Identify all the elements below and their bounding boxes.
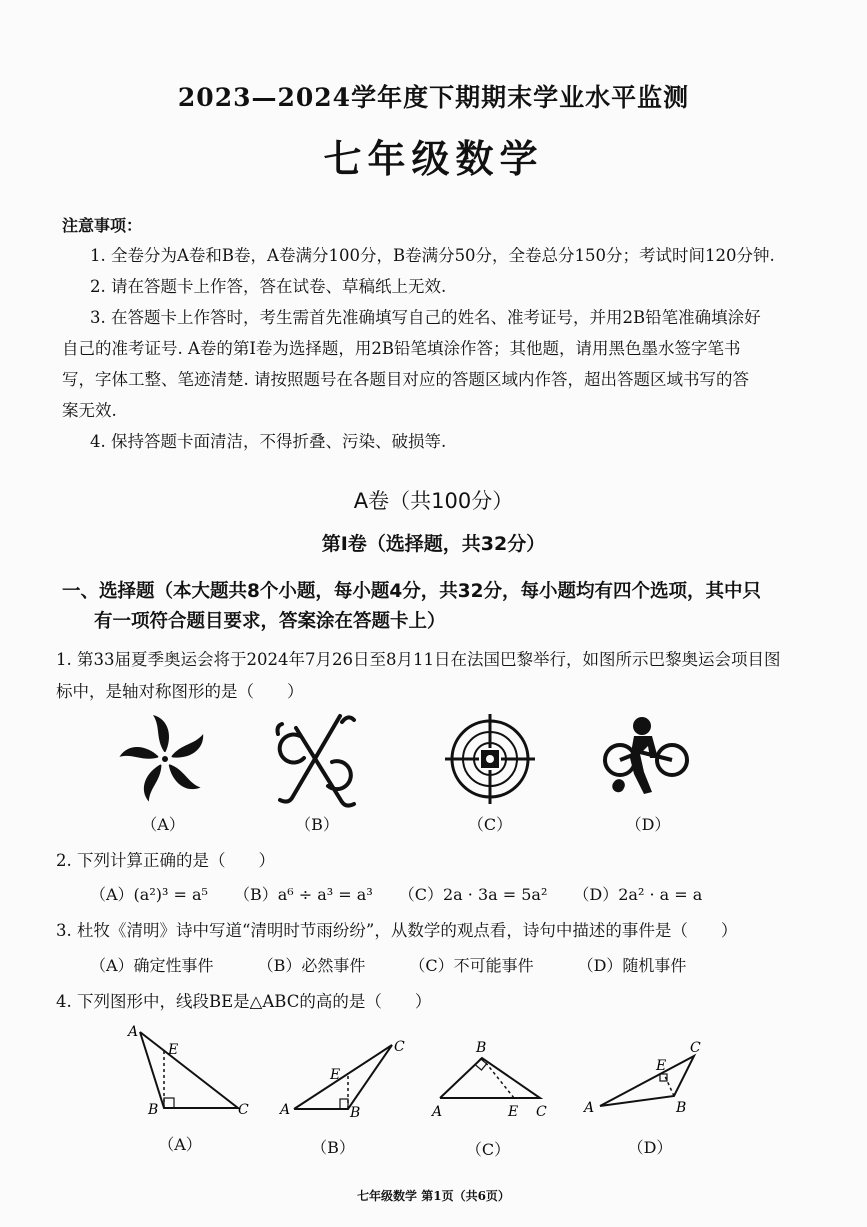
fig-d-label-b: B [676, 1100, 687, 1116]
note-3-cont-2: 写，字体工整、笔迹清楚. 请按照题号在各题目对应的答题区域内作答，超出答题区域书写的答 [62, 370, 749, 389]
note-4 [62, 426, 782, 457]
q4-label-c: （C） [465, 1140, 511, 1159]
target-icon [443, 712, 538, 807]
choice-intro-line2: 有一项符合题目要求，答案涂在答题卡上） [94, 611, 446, 632]
q3-stem: 3. 杜牧《清明》诗中写道“清明时节雨纷纷”，从数学的观点看，诗句中描述的事件是（ ） [56, 921, 738, 940]
q2-option-a: （A）(a²)³ = a⁵ [90, 885, 208, 904]
q1-label-b: （B） [295, 815, 339, 834]
note-2-text: 2. 请在答题卡上作答，答在试卷、草稿纸上无效. [90, 277, 447, 296]
q4-figure-b [278, 1035, 418, 1125]
section-a-title: A卷（共100分） [353, 489, 514, 513]
fig-a-label-b: B [148, 1102, 159, 1118]
q3-option-d: （D）随机事件 [577, 956, 687, 975]
q4-figure-a [120, 1022, 270, 1122]
fig-d-label-e: E [656, 1058, 667, 1074]
note-3-text: 3. 在答题卡上作答时，考生需首先准确填写自己的姓名、准考证号，并用2B铅笔准确填涂好 [90, 308, 761, 327]
q1-line1: 1. 第33届夏季奥运会将于2024年7月26日至8月11日在法国巴黎举行，如图所示巴黎奥运会项目图 [56, 650, 781, 669]
q3-option-a: （A）确定性事件 [90, 956, 214, 975]
q4-label-b: （B） [311, 1138, 355, 1157]
cycling-icon [600, 712, 695, 807]
fig-b-label-a: A [280, 1102, 291, 1118]
q3-option-c: （C）不可能事件 [409, 956, 534, 975]
q4-label-a: （A） [158, 1135, 202, 1154]
fig-b-label-e: E [330, 1067, 341, 1083]
fig-c-label-e: E [508, 1104, 519, 1120]
fig-a-label-e: E [168, 1042, 179, 1058]
pinwheel-icon [118, 712, 213, 807]
q2-option-c: （C）2a · 3a = 5a² [398, 885, 548, 904]
q3-options [90, 953, 820, 976]
q2-options [90, 882, 820, 905]
exam-title: 2023—2024学年度下期期末学业水平监测 [177, 83, 690, 112]
page-footer: 七年级数学 第1页（共6页） [357, 1189, 510, 1203]
q2-stem: 2. 下列计算正确的是（ ） [56, 851, 275, 870]
fig-a-label-c: C [238, 1102, 249, 1118]
note-1-text: 1. 全卷分为A卷和B卷，A卷满分100分，B卷满分50分，全卷总分150分；考试时间120分钟. [90, 246, 775, 265]
choice-intro-line1: 一、选择题（本大题共8个小题，每小题4分，共32分，每小题均有四个选项，其中只 [62, 581, 761, 602]
fig-b-label-b: B [350, 1105, 361, 1121]
q2-option-d: （D）2a² · a = a [573, 885, 703, 904]
choice-intro [62, 577, 792, 637]
note-3-cont-1: 自己的准考证号. A卷的第Ⅰ卷为选择题，用2B铅笔填涂作答；其他题，请用黑色墨水签字笔书 [62, 339, 741, 358]
fig-c-label-c: C [536, 1104, 547, 1120]
q4-stem: 4. 下列图形中，线段BE是△ABC的高的是（ ） [56, 992, 432, 1011]
hockey-sticks-icon [270, 710, 365, 810]
note-3-cont-3: 案无效. [62, 401, 117, 420]
q1-label-c: （C） [467, 815, 513, 834]
fig-a-label-a: A [128, 1024, 139, 1040]
q4-figure-c [428, 1038, 558, 1128]
fig-d-label-a: A [584, 1100, 595, 1116]
q1-label-d: （D） [625, 815, 671, 834]
fig-c-label-a: A [432, 1104, 443, 1120]
note-1 [62, 240, 782, 271]
q2-option-b: （B）a⁶ ÷ a³ = a³ [233, 885, 373, 904]
part1-title: 第Ⅰ卷（选择题，共32分） [321, 533, 546, 555]
subject-title: 七年级数学 [323, 136, 544, 181]
q1-label-a: （A） [141, 815, 185, 834]
q3-option-b: （B）必然事件 [257, 956, 366, 975]
fig-b-label-c: C [394, 1039, 405, 1055]
note-3 [62, 302, 782, 333]
note-4-text: 4. 保持答题卡面清洁，不得折叠、污染、破损等. [90, 432, 447, 451]
q4-figure-d [580, 1040, 710, 1120]
q4-label-d: （D） [627, 1138, 673, 1157]
q1-line2: 标中，是轴对称图形的是（ ） [56, 682, 304, 701]
note-2 [62, 271, 782, 302]
fig-d-label-c: C [690, 1040, 701, 1056]
fig-c-label-b: B [476, 1040, 487, 1056]
notes-heading: 注意事项： [62, 216, 143, 235]
